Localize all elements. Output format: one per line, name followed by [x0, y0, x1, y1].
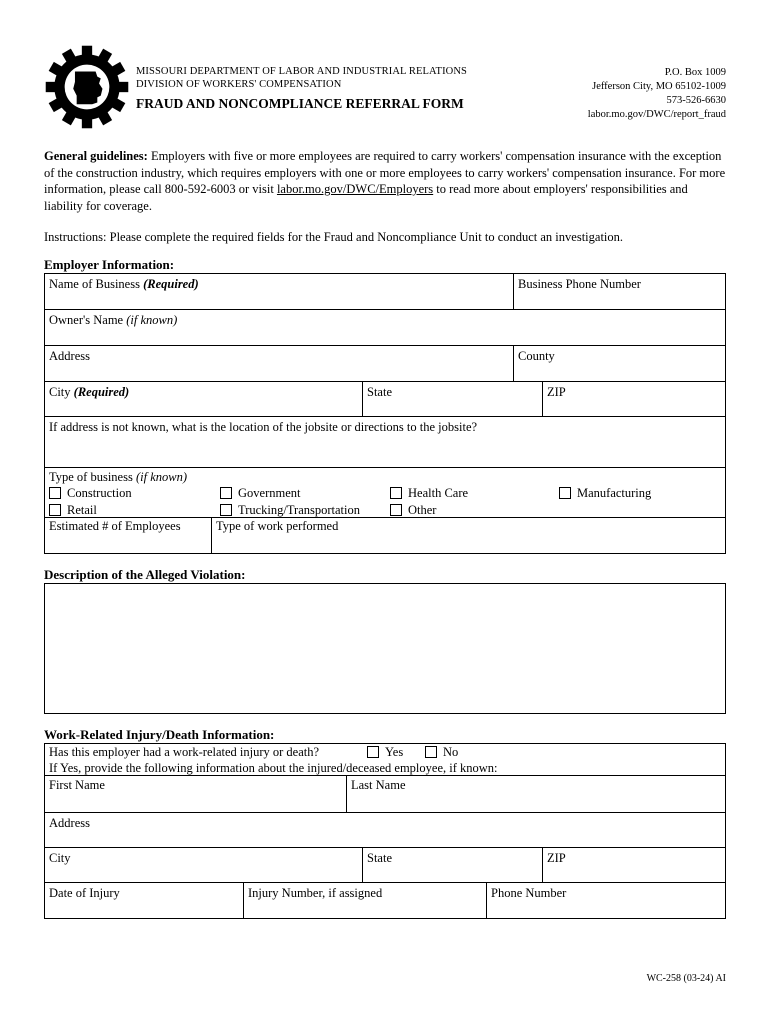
- option-retail[interactable]: [49, 503, 97, 518]
- construction-checkbox[interactable]: [49, 487, 61, 499]
- instructions: Instructions: Please complete the required fields for the Fraud and Noncompliance Unit to conduct an investigation.: [44, 230, 624, 244]
- trucking-label: Trucking/Transportation: [238, 503, 361, 517]
- injured-zip-label: ZIP: [547, 851, 566, 865]
- government-checkbox[interactable]: [220, 487, 232, 499]
- option-yes[interactable]: [367, 745, 403, 760]
- city-required-tag: (Required): [73, 385, 130, 399]
- type-hint: (if known): [135, 470, 188, 484]
- county-label: County: [518, 349, 555, 363]
- first-name-label: First Name: [49, 778, 105, 792]
- retail-checkbox[interactable]: [49, 504, 61, 516]
- zip-label: ZIP: [547, 385, 566, 399]
- employee-count-field[interactable]: [44, 517, 212, 554]
- business-phone-label: Business Phone Number: [518, 277, 641, 291]
- injured-state-label: State: [367, 851, 392, 865]
- jobsite-location-field[interactable]: [44, 416, 726, 468]
- department-name: MISSOURI DEPARTMENT OF LABOR AND INDUSTRIAL RELATIONS: [136, 66, 467, 77]
- owner-name-field[interactable]: [44, 309, 726, 346]
- no-label: No: [443, 745, 459, 759]
- injured-address-label: Address: [49, 816, 90, 830]
- injured-zip-field[interactable]: [542, 847, 726, 883]
- other-checkbox[interactable]: [390, 504, 402, 516]
- general-guidelines: [44, 148, 728, 214]
- mailing-address: [588, 66, 726, 122]
- address-label: Address: [49, 349, 90, 363]
- injured-address-field[interactable]: [44, 812, 726, 848]
- retail-label: Retail: [67, 503, 97, 517]
- phone-number: 573-526-6630: [666, 95, 726, 106]
- option-health-care[interactable]: [390, 486, 468, 501]
- injured-state-field[interactable]: [362, 847, 543, 883]
- construction-label: Construction: [67, 486, 132, 500]
- other-label: Other: [408, 503, 437, 517]
- required-tag: (Required): [143, 277, 199, 291]
- first-name-field[interactable]: [44, 775, 347, 813]
- yes-label: Yes: [385, 745, 404, 759]
- trucking-checkbox[interactable]: [220, 504, 232, 516]
- dwc-gear-logo-icon: [44, 44, 130, 130]
- county-field[interactable]: [513, 345, 726, 382]
- state-label: State: [367, 385, 392, 399]
- guidelines-text: Employers with five or more employees are required to carry workers' compensation insurance with the exception of the construction industry, which requires employers with one or more employees to carry workers' compensation insurance. For more information, please call 800-592-6003 or visit: [44, 149, 726, 196]
- violation-section-title: Description of the Alleged Violation:: [44, 567, 246, 582]
- city-field[interactable]: [44, 381, 363, 417]
- option-trucking[interactable]: [220, 503, 360, 518]
- business-name-label: Name of Business: [49, 277, 140, 291]
- employee-count-label: Estimated # of Employees: [49, 519, 181, 533]
- business-type-label: Type of business: [49, 470, 133, 484]
- employers-link[interactable]: labor.mo.gov/DWC/Employers: [276, 182, 434, 196]
- injury-number-label: Injury Number, if assigned: [248, 886, 383, 900]
- work-performed-field[interactable]: [211, 517, 726, 554]
- yes-checkbox[interactable]: [367, 746, 379, 758]
- guidelines-lead: General guidelines:: [44, 149, 148, 163]
- address-field[interactable]: [44, 345, 514, 382]
- option-manufacturing[interactable]: [559, 486, 651, 501]
- city-state-zip: Jefferson City, MO 65102-1009: [592, 81, 726, 92]
- health-care-label: Health Care: [408, 486, 469, 500]
- injury-question: Has this employer had a work-related injury or death?: [49, 745, 320, 759]
- business-phone-field[interactable]: [513, 273, 726, 310]
- date-of-injury-field[interactable]: [44, 882, 244, 919]
- option-no[interactable]: [425, 745, 458, 760]
- zip-field[interactable]: [542, 381, 726, 417]
- po-box: P.O. Box 1009: [664, 67, 726, 78]
- division-name: DIVISION OF WORKERS' COMPENSATION: [136, 79, 342, 90]
- business-name-field[interactable]: [44, 273, 514, 310]
- last-name-field[interactable]: [346, 775, 726, 813]
- government-label: Government: [238, 486, 301, 500]
- violation-description-textarea[interactable]: [44, 583, 726, 714]
- manufacturing-label: Manufacturing: [577, 486, 652, 500]
- option-other[interactable]: [390, 503, 436, 518]
- form-code: WC-258 (03-24) AI: [646, 973, 726, 984]
- guidelines-text-end: to read more about employers' responsibilities and liability for coverage.: [44, 182, 688, 213]
- injured-city-field[interactable]: [44, 847, 363, 883]
- city-label: City: [49, 385, 71, 399]
- owner-name-label: Owner's Name: [49, 313, 124, 327]
- injured-phone-label: Phone Number: [491, 886, 567, 900]
- jobsite-label: If address is not known, what is the location of the jobsite or directions to the jobsite?: [49, 420, 478, 434]
- health-care-checkbox[interactable]: [390, 487, 402, 499]
- form-title: FRAUD AND NONCOMPLIANCE REFERRAL FORM: [136, 96, 464, 111]
- work-performed-label: Type of work performed: [216, 519, 339, 533]
- date-of-injury-label: Date of Injury: [49, 886, 120, 900]
- last-name-label: Last Name: [351, 778, 406, 792]
- state-field[interactable]: [362, 381, 543, 417]
- manufacturing-checkbox[interactable]: [559, 487, 571, 499]
- if-known-hint: (if known): [126, 313, 178, 327]
- report-fraud-link[interactable]: labor.mo.gov/DWC/report_fraud: [587, 109, 726, 120]
- injured-city-label: City: [49, 851, 71, 865]
- no-checkbox[interactable]: [425, 746, 437, 758]
- injury-section-title: Work-Related Injury/Death Information:: [44, 727, 275, 742]
- employer-section-title: Employer Information:: [44, 257, 175, 272]
- injured-phone-field[interactable]: [486, 882, 726, 919]
- option-government[interactable]: [220, 486, 300, 501]
- injury-number-field[interactable]: [243, 882, 487, 919]
- option-construction[interactable]: [49, 486, 132, 501]
- injury-followup: If Yes, provide the following information about the injured/deceased employee, if known:: [49, 761, 498, 775]
